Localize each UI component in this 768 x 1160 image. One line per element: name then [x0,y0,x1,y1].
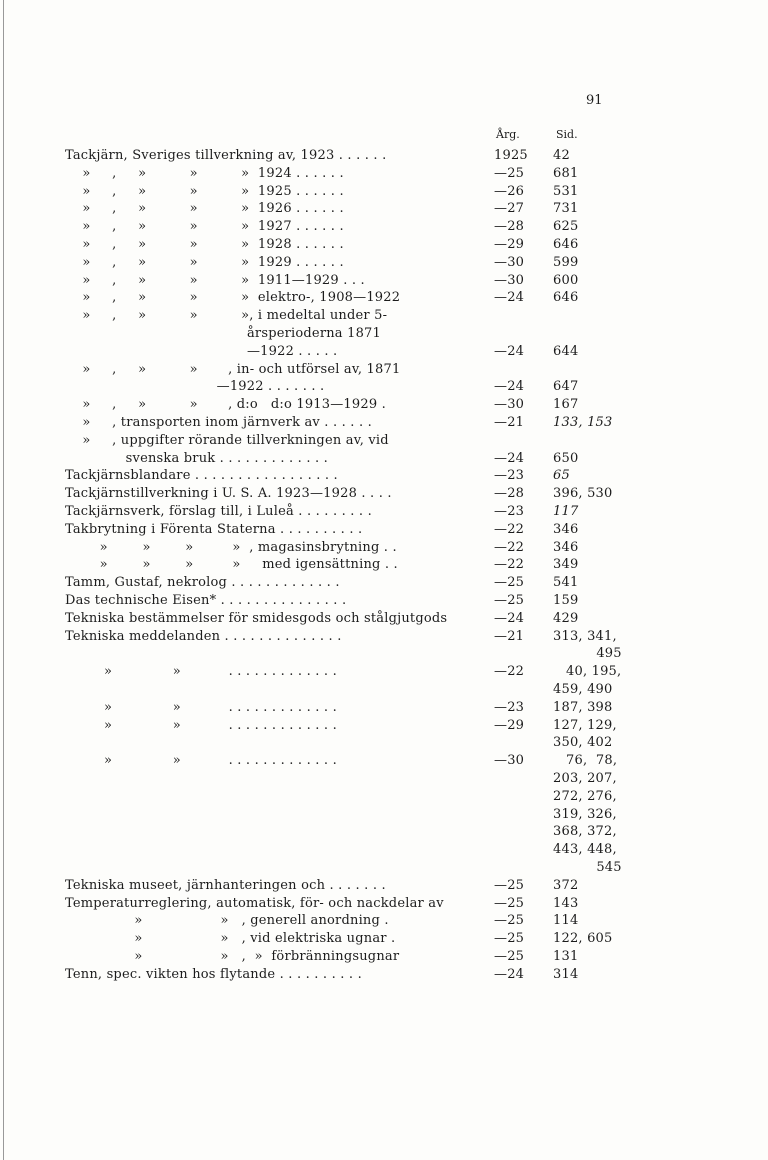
entry-year: —30 [494,255,525,270]
entry-text: » » , » förbränningsugnar [65,949,400,964]
entry-pages: 122, 605 [553,931,613,946]
entry-pages: 396, 530 [553,486,613,501]
entry-year: —24 [494,611,525,626]
entry-year: —24 [494,451,525,466]
entry-year: —24 [494,344,525,359]
entry-year: —23 [494,700,525,715]
entry-text: Takbrytning i Förenta Staterna . . . . . . . . . . [65,522,363,537]
entry-year: —22 [494,664,525,679]
entry-text: Tekniska bestämmelser för smidesgods och stålgjutgods [65,611,448,626]
entry-text: » , » » » 1929 . . . . . . [65,255,344,270]
entry-pages: 731 [553,201,579,216]
entry-text: » , » » , d:o d:o 1913—1929 . [65,397,386,412]
entry-year: —25 [494,949,525,964]
entry-pages: 681 [553,166,579,181]
entry-pages: 372 [553,878,579,893]
entry-text: » » » » , magasinsbrytning . . [65,540,397,555]
entry-pages: 117 [553,504,579,519]
entry-text: Tekniska museet, järnhanteringen och . . . . . . . [65,878,386,893]
entry-pages: 541 [553,575,579,590]
entry-year: —27 [494,201,525,216]
entry-year: —24 [494,290,525,305]
entry-pages: 159 [553,593,579,608]
entry-pages: 131 [553,949,579,964]
entry-pages: 531 [553,184,579,199]
entry-pages: 545 [553,860,622,875]
entry-text: » » . . . . . . . . . . . . . [65,664,337,679]
entry-text: » , » » » 1925 . . . . . . [65,184,344,199]
entry-pages: 349 [553,557,579,572]
entry-text: » , » » » elektro-, 1908—1922 [65,290,401,305]
entry-year: —29 [494,237,525,252]
entry-text: —1922 . . . . . . . [65,379,325,394]
entry-text: Tackjärnstillverkning i U. S. A. 1923—1928 . . . . [65,486,392,501]
entry-year: —24 [494,967,525,982]
entry-text: » » . . . . . . . . . . . . . [65,700,337,715]
entry-pages: 319, 326, [553,807,617,822]
entry-pages: 346 [553,540,579,555]
entry-year: —28 [494,219,525,234]
entry-pages: 647 [553,379,579,394]
entry-text: » » » » med igensättning . . [65,557,398,572]
entry-text: Tekniska meddelanden . . . . . . . . . . . . . . [65,629,342,644]
entry-pages: 313, 341, [553,629,617,644]
entry-year: —25 [494,896,525,911]
entry-text: » » , generell anordning . [65,913,389,928]
entry-text: » » , vid elektriska ugnar . [65,931,396,946]
entry-year: —25 [494,593,525,608]
entry-year: —25 [494,931,525,946]
entry-pages: 187, 398 [553,700,613,715]
entry-text: —1922 . . . . . [65,344,338,359]
entry-pages: 646 [553,290,579,305]
entry-pages: 459, 490 [553,682,613,697]
entry-text: årsperioderna 1871 [65,326,381,341]
entry-pages: 272, 276, [553,789,617,804]
entry-text: » , » » , in- och utförsel av, 1871 [65,362,401,377]
entry-year: —25 [494,913,525,928]
entry-text: » , transporten inom järnverk av . . . . . . [65,415,372,430]
entry-year: —25 [494,575,525,590]
entry-text: » , » » » 1927 . . . . . . [65,219,344,234]
entry-pages: 429 [553,611,579,626]
entry-pages: 143 [553,896,579,911]
entry-year: —21 [494,629,525,644]
entry-pages: 646 [553,237,579,252]
entry-pages: 203, 207, [553,771,617,786]
entry-pages: 600 [553,273,579,288]
header-year: Årg. [496,128,520,141]
entry-pages: 127, 129, [553,718,617,733]
entry-year: —30 [494,397,525,412]
entry-pages: 40, 195, [553,664,622,679]
entry-year: —23 [494,504,525,519]
header-page: Sid. [556,128,578,141]
entry-pages: 133, 153 [553,415,613,430]
entry-text: » , » » » 1928 . . . . . . [65,237,344,252]
entry-year: —24 [494,379,525,394]
entry-year: —22 [494,557,525,572]
entry-year: —23 [494,468,525,483]
entry-year: —22 [494,540,525,555]
entry-pages: 368, 372, [553,824,617,839]
entry-year: —26 [494,184,525,199]
entry-pages: 346 [553,522,579,537]
entry-pages: 42 [553,148,570,163]
entry-year: 1925 [494,148,528,163]
entry-pages: 495 [553,646,622,661]
entry-year: —25 [494,878,525,893]
entry-pages: 65 [553,468,570,483]
entry-pages: 650 [553,451,579,466]
entry-pages: 350, 402 [553,735,613,750]
entry-pages: 599 [553,255,579,270]
entry-year: —30 [494,753,525,768]
entry-pages: 314 [553,967,579,982]
entry-year: —28 [494,486,525,501]
entry-pages: 76, 78, [553,753,618,768]
entry-text: svenska bruk . . . . . . . . . . . . . [65,451,328,466]
entry-pages: 114 [553,913,579,928]
entry-text: Tamm, Gustaf, nekrolog . . . . . . . . . . . . . [65,575,340,590]
entry-year: —22 [494,522,525,537]
page-number: 91 [586,93,603,108]
entry-text: Temperaturreglering, automatisk, för- och nackdelar av [65,896,444,911]
entry-pages: 443, 448, [553,842,617,857]
entry-pages: 167 [553,397,579,412]
entry-text: » , uppgifter rörande tillverkningen av, vid [65,433,389,448]
entry-text: » , » » » 1911—1929 . . . [65,273,365,288]
entry-pages: 644 [553,344,579,359]
entry-year: —29 [494,718,525,733]
entry-pages: 625 [553,219,579,234]
entry-year: —30 [494,273,525,288]
entry-year: —21 [494,415,525,430]
entry-text: Tenn, spec. vikten hos flytande . . . . . . . . . . [65,967,362,982]
entry-text: » , » » » 1926 . . . . . . [65,201,344,216]
entry-text: Tackjärnsblandare . . . . . . . . . . . . . . . . . [65,468,338,483]
entry-text: » » . . . . . . . . . . . . . [65,718,337,733]
entry-text: Tackjärnsverk, förslag till, i Luleå . . . . . . . . . [65,504,372,519]
entry-text: Das technische Eisen* . . . . . . . . . . . . . . . [65,593,347,608]
entry-text: » » . . . . . . . . . . . . . [65,753,337,768]
entry-text: Tackjärn, Sveriges tillverkning av, 1923 . . . . . . [65,148,387,163]
scan-edge-rule [3,0,4,1160]
entry-year: —25 [494,166,525,181]
entry-text: » , » » », i medeltal under 5- [65,308,388,323]
entry-text: » , » » » 1924 . . . . . . [65,166,344,181]
